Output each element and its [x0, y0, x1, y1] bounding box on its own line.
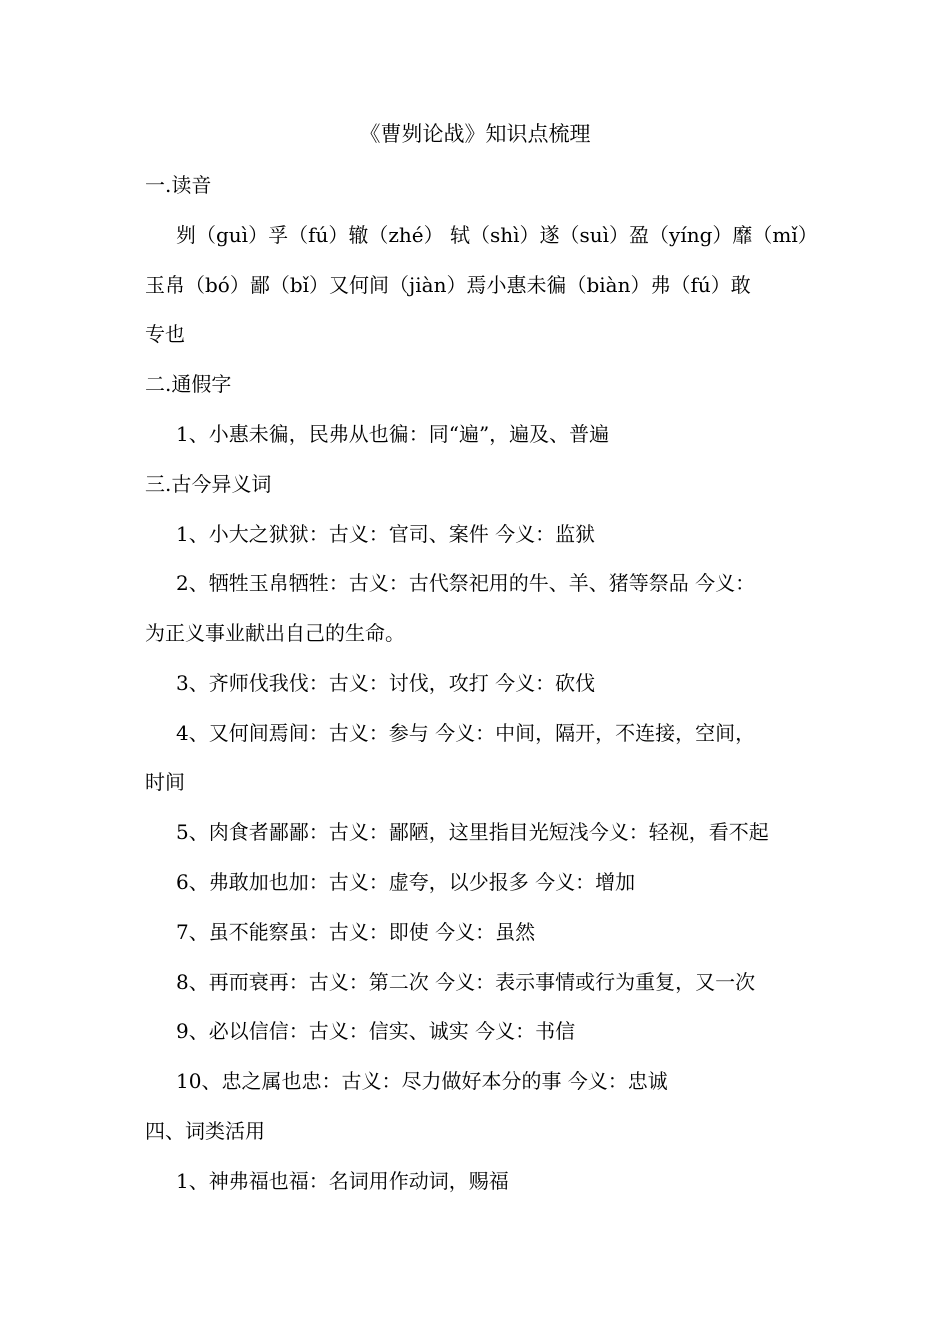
- meaning-item: 5、肉食者鄙鄙：古义：鄙陋，这里指目光短浅今义：轻视，看不起: [176, 820, 769, 844]
- pronunciation-line: 刿（guì）孚（fú）辙（zhé） 轼（shì）遂（suì）盈（yíng）靡（mǐ）: [176, 223, 818, 247]
- meaning-item: 8、再而衰再：古义：第二次 今义：表示事情或行为重复，又一次: [176, 970, 756, 994]
- interchangeable-character-item: 1、小惠未徧，民弗从也徧：同“遍”，遍及、普遍: [176, 422, 610, 446]
- meaning-item: 4、又何间焉间：古义：参与 今义：中间，隔开，不连接，空间，: [176, 721, 756, 745]
- section-heading-pronunciation: 一.读音: [145, 173, 212, 197]
- section-heading-ancient-modern-meanings: 三.古今异义词: [145, 472, 272, 496]
- meaning-item-continuation: 为正义事业献出自己的生命。: [145, 621, 405, 645]
- meaning-item: 7、虽不能察虽：古义：即使 今义：虽然: [176, 920, 536, 944]
- meaning-item: 10、忠之属也忠：古义：尽力做好本分的事 今义：忠诚: [176, 1069, 668, 1093]
- word-class-shift-item: 1、神弗福也福：名词用作动词，赐福: [176, 1169, 509, 1193]
- meaning-item-continuation: 时间: [145, 770, 185, 794]
- section-heading-word-class-shift: 四、词类活用: [145, 1119, 265, 1143]
- meaning-item: 1、小大之狱狱：古义：官司、案件 今义：监狱: [176, 522, 596, 546]
- pronunciation-line: 玉帛（bó）鄙（bǐ）又何间（jiàn）焉小惠未徧（biàn）弗（fú）敢: [145, 273, 751, 297]
- meaning-item: 2、牺牲玉帛牺牲：古义：古代祭祀用的牛、羊、猪等祭品 今义：: [176, 571, 756, 595]
- pronunciation-line: 专也: [145, 322, 185, 346]
- section-heading-interchangeable-characters: 二.通假字: [145, 372, 232, 396]
- meaning-item: 6、弗敢加也加：古义：虚夸，以少报多 今义：增加: [176, 870, 636, 894]
- meaning-item: 9、必以信信：古义：信实、诚实 今义：书信: [176, 1019, 576, 1043]
- document-title: 《曹刿论战》知识点梳理: [359, 122, 591, 146]
- meaning-item: 3、齐师伐我伐：古义：讨伐，攻打 今义：砍伐: [176, 671, 596, 695]
